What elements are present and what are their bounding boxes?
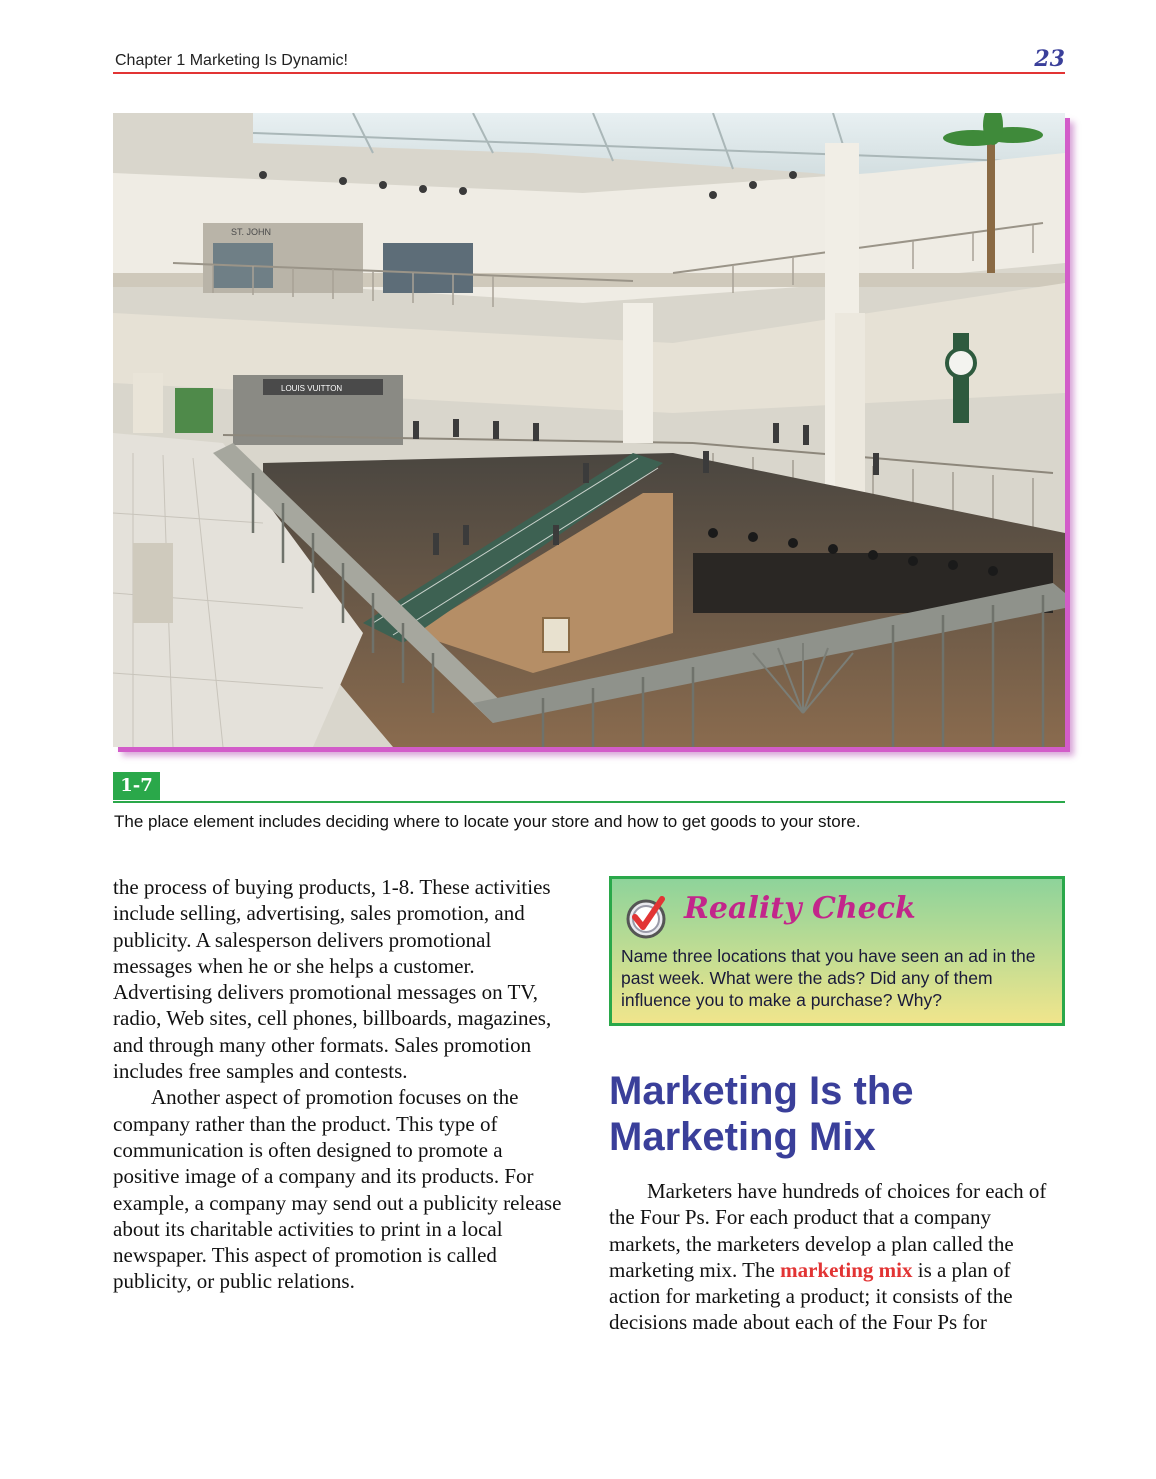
figure-rule [113, 801, 1065, 803]
st-john-sign: ST. JOHN [231, 227, 272, 237]
section-title: Marketing Is the Marketing Mix [609, 1069, 914, 1159]
reality-check-title: Reality Check [684, 891, 916, 926]
louis-vuitton-sign: LOUIS VUITTON [281, 384, 343, 393]
reality-check-body: Name three locations that you have seen an ad in the past week. What were the ads? Did any of them influence you to make a purchase? Why? [621, 946, 1036, 1010]
reality-check-box [609, 876, 1065, 1026]
figure-number: 1-7 [113, 772, 160, 800]
checkmark-icon [622, 893, 670, 941]
chapter-label: Chapter 1 Marketing Is Dynamic! [115, 52, 348, 69]
figure-caption: The place element includes deciding where to locate your store and how to get goods to your store. [114, 812, 861, 831]
left-paragraph-2: Another aspect of promotion focuses on the company rather than the product. This type of communication is often designed to promote a positive image of a company and its products. For example, a company may send out a publicity release about its charitable activities to print in a local newspaper. This aspect of promotion is called publicity, or public relations. [113, 1085, 562, 1294]
text-before-term: Marketers have hundreds of choices for each of the Four Ps. For each product that a company markets, the marketers develop a plan called the marketing mix. The [609, 1179, 1047, 1282]
right-column [609, 1178, 1065, 1336]
left-paragraph-1: the process of buying products, 1-8. These activities include selling, advertising, sales promotion, and publicity. A salesperson delivers promotional messages when he or she helps a customer. Advertising delivers promotional messages on TV, radio, Web sites, cell phones, billboards, magazines, and through many other formats. Sales promotion includes free samples and contests. [113, 875, 552, 1084]
text-after-term: is a plan of action for marketing a product; it consists of the decisions made about each of the Four Ps for [609, 1257, 1013, 1335]
running-header [113, 46, 1065, 74]
left-column [113, 874, 563, 1295]
mall-photo [113, 113, 1065, 747]
key-term: marketing mix [780, 1257, 913, 1282]
right-paragraph [609, 1178, 1065, 1336]
page-number: 23 [1034, 46, 1065, 72]
